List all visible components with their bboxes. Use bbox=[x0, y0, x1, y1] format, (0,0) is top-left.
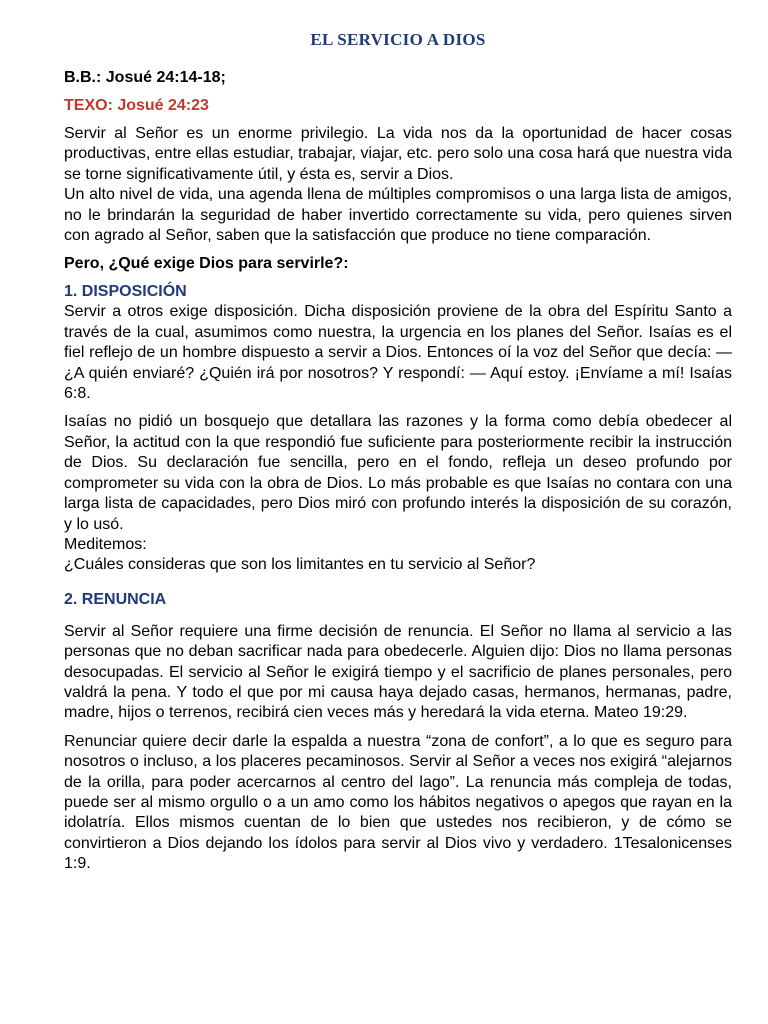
bible-reading-reference: B.B.: Josué 24:14-18; bbox=[64, 69, 226, 86]
main-question: Pero, ¿Qué exige Dios para servirle?: bbox=[64, 255, 349, 273]
section-paragraph: Renunciar quiere decir darle la espalda a nuestra “zona de confort”, a lo que es seguro para nosotros o incluso, a los placeres pecaminosos. Servir al Señor a veces nos exigirá “alejarnos de la orilla, para poder acercarnos al centro del lago”. La renuncia más compleja de todas, puede ser al mismo orgullo o a un amo como los hábitos negativos o apegos que rayan en la idolatría. Ellos mismos cuentan de lo bien que ustedes nos recibieron, y de cómo se convirtieron a Dios dejando los ídolos para servir al Dios vivo y verdadero. 1Tesalonicenses 1:9. bbox=[64, 732, 732, 873]
intro-paragraph: Un alto nivel de vida, una agenda llena de múltiples compromisos o una larga lista de amigos, no le brindarán la seguridad de haber invertido correctamente su vida, pero quienes sirven con agrado al Señor, saben que la satisfacción que produce no tiene comparación. bbox=[64, 186, 732, 245]
key-text-reference: TEXO: Josué 24:23 bbox=[64, 97, 209, 114]
intro-paragraph: Servir al Señor es un enorme privilegio. La vida nos da la oportunidad de hacer cosas productivas, entre ellas estudiar, trabajar, viajar, etc. pero solo una cosa hará que nuestra vida se torne significativamente útil, y ésta es, servir a Dios. bbox=[64, 125, 732, 183]
meditation-question: ¿Cuáles consideras que son los limitantes en tu servicio al Señor? bbox=[64, 556, 536, 574]
section-heading-disposicion: 1. DISPOSICIÓN bbox=[64, 283, 187, 301]
meditemos-label: Meditemos: bbox=[64, 535, 147, 553]
section-heading-renuncia: 2. RENUNCIA bbox=[64, 590, 167, 608]
section-paragraph: Servir al Señor requiere una firme decisión de renuncia. El Señor no llama al servicio a las personas que no deban sacrificar nada para obedecerle. Alguien dijo: Dios no llama personas desocupadas. El servicio al Señor le exigirá tiempo y el sacrificio de planes personales, pero valdrá la pena. Y todo el que por mi causa haya dejado casas, hermanos, hermanas, padre, madre, hijos o terrenos, recibirá cien veces más y heredará la vida eterna. Mateo 19:29. bbox=[64, 622, 732, 722]
section-paragraph: Isaías no pidió un bosquejo que detallara las razones y la forma como debía obedecer al Señor, la actitud con la que respondió fue suficiente para posteriormente recibir la instrucción de Dios. Su declaración fue sencilla, pero en el fondo, refleja un deseo profundo por comprometer su vida con la obra de Dios. Lo más probable es que Isaías no contara con una larga lista de capacidades, pero Dios miró con profundo interés la disposición de su corazón, y lo usó. bbox=[64, 413, 732, 533]
document-title: EL SERVICIO A DIOS bbox=[310, 30, 486, 49]
section-paragraph: Servir a otros exige disposición. Dicha disposición proviene de la obra del Espíritu Santo a través de la cual, asumimos como nuestra, la urgencia en los planes del Señor. Isaías es el fiel reflejo de un hombre dispuesto a servir a Dios. Entonces oí la voz del Señor que decía: — ¿A quién enviaré? ¿Quién irá por nosotros? Y respondí: — Aquí estoy. ¡Envíame a mí! Isaías 6:8. bbox=[64, 303, 732, 403]
